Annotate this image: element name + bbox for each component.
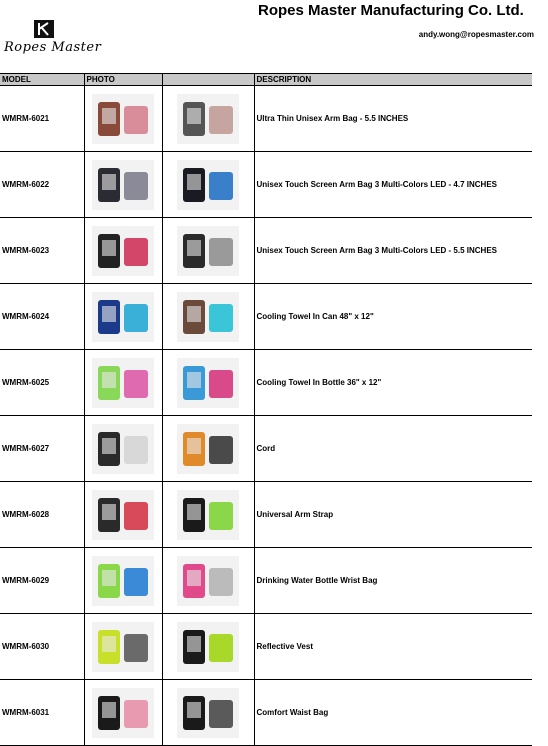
product-photo-cell-2 (162, 614, 254, 680)
product-photo-alt (177, 424, 239, 474)
product-model: WMRM-6023 (0, 218, 84, 284)
product-photo (92, 556, 154, 606)
product-photo-alt (177, 688, 239, 738)
product-photo (92, 688, 154, 738)
product-photo-cell (84, 86, 162, 152)
product-model: WMRM-6024 (0, 284, 84, 350)
table-row (0, 482, 532, 548)
product-description: Unisex Touch Screen Arm Bag 3 Multi-Colors LED - 5.5 INCHES (254, 218, 532, 284)
product-photo-cell (84, 548, 162, 614)
product-photo-cell-2 (162, 218, 254, 284)
contact-email[interactable]: andy.wong@ropesmaster.com (418, 30, 534, 39)
product-model: WMRM-6021 (0, 86, 84, 152)
table-row (0, 152, 532, 218)
table-row (0, 284, 532, 350)
table-row (0, 680, 532, 746)
product-photo-alt (177, 556, 239, 606)
product-description: Cooling Towel In Bottle 36" x 12" (254, 350, 532, 416)
product-description: Cord (254, 416, 532, 482)
product-description: Drinking Water Bottle Wrist Bag (254, 548, 532, 614)
column-header-model: MODEL (0, 74, 84, 86)
product-photo (92, 622, 154, 672)
product-photo-cell-2 (162, 680, 254, 746)
product-photo-alt (177, 160, 239, 210)
table-row (0, 548, 532, 614)
product-photo-cell (84, 284, 162, 350)
product-photo-cell-2 (162, 416, 254, 482)
knot-logo-icon (34, 20, 54, 38)
product-photo-cell-2 (162, 482, 254, 548)
table-row (0, 350, 532, 416)
product-table (0, 73, 532, 746)
column-header-description: DESCRIPTION (254, 74, 532, 86)
product-model: WMRM-6031 (0, 680, 84, 746)
product-description: Ultra Thin Unisex Arm Bag - 5.5 INCHES (254, 86, 532, 152)
product-photo-alt (177, 622, 239, 672)
product-description: Comfort Waist Bag (254, 680, 532, 746)
product-photo (92, 94, 154, 144)
table-row (0, 218, 532, 284)
product-photo (92, 160, 154, 210)
product-description: Reflective Vest (254, 614, 532, 680)
product-description: Unisex Touch Screen Arm Bag 3 Multi-Colors LED - 4.7 INCHES (254, 152, 532, 218)
product-photo (92, 292, 154, 342)
product-photo (92, 424, 154, 474)
product-photo-cell (84, 680, 162, 746)
product-photo-cell (84, 614, 162, 680)
product-model: WMRM-6027 (0, 416, 84, 482)
table-row (0, 614, 532, 680)
column-header-photo: PHOTO (84, 74, 162, 86)
product-photo-alt (177, 358, 239, 408)
product-photo-alt (177, 490, 239, 540)
table-row (0, 86, 532, 152)
product-description: Universal Arm Strap (254, 482, 532, 548)
product-description: Cooling Towel In Can 48" x 12" (254, 284, 532, 350)
product-photo-cell (84, 152, 162, 218)
product-photo (92, 226, 154, 276)
product-photo-cell-2 (162, 152, 254, 218)
logo-text: Ropes Master (4, 40, 102, 55)
product-photo-cell (84, 416, 162, 482)
company-logo (4, 20, 102, 62)
product-photo-alt (177, 226, 239, 276)
product-photo-alt (177, 292, 239, 342)
product-photo-alt (177, 94, 239, 144)
product-model: WMRM-6029 (0, 548, 84, 614)
company-name: Ropes Master Manufacturing Co. Ltd. (258, 2, 524, 19)
product-model: WMRM-6025 (0, 350, 84, 416)
product-photo-cell-2 (162, 284, 254, 350)
product-photo (92, 358, 154, 408)
product-photo-cell (84, 482, 162, 548)
product-photo-cell-2 (162, 548, 254, 614)
table-header-row (0, 74, 532, 86)
table-row (0, 416, 532, 482)
product-photo-cell (84, 218, 162, 284)
product-photo (92, 490, 154, 540)
product-photo-cell (84, 350, 162, 416)
product-photo-cell-2 (162, 350, 254, 416)
column-header-photo-2 (162, 74, 254, 86)
product-model: WMRM-6022 (0, 152, 84, 218)
product-model: WMRM-6028 (0, 482, 84, 548)
product-model: WMRM-6030 (0, 614, 84, 680)
product-photo-cell-2 (162, 86, 254, 152)
